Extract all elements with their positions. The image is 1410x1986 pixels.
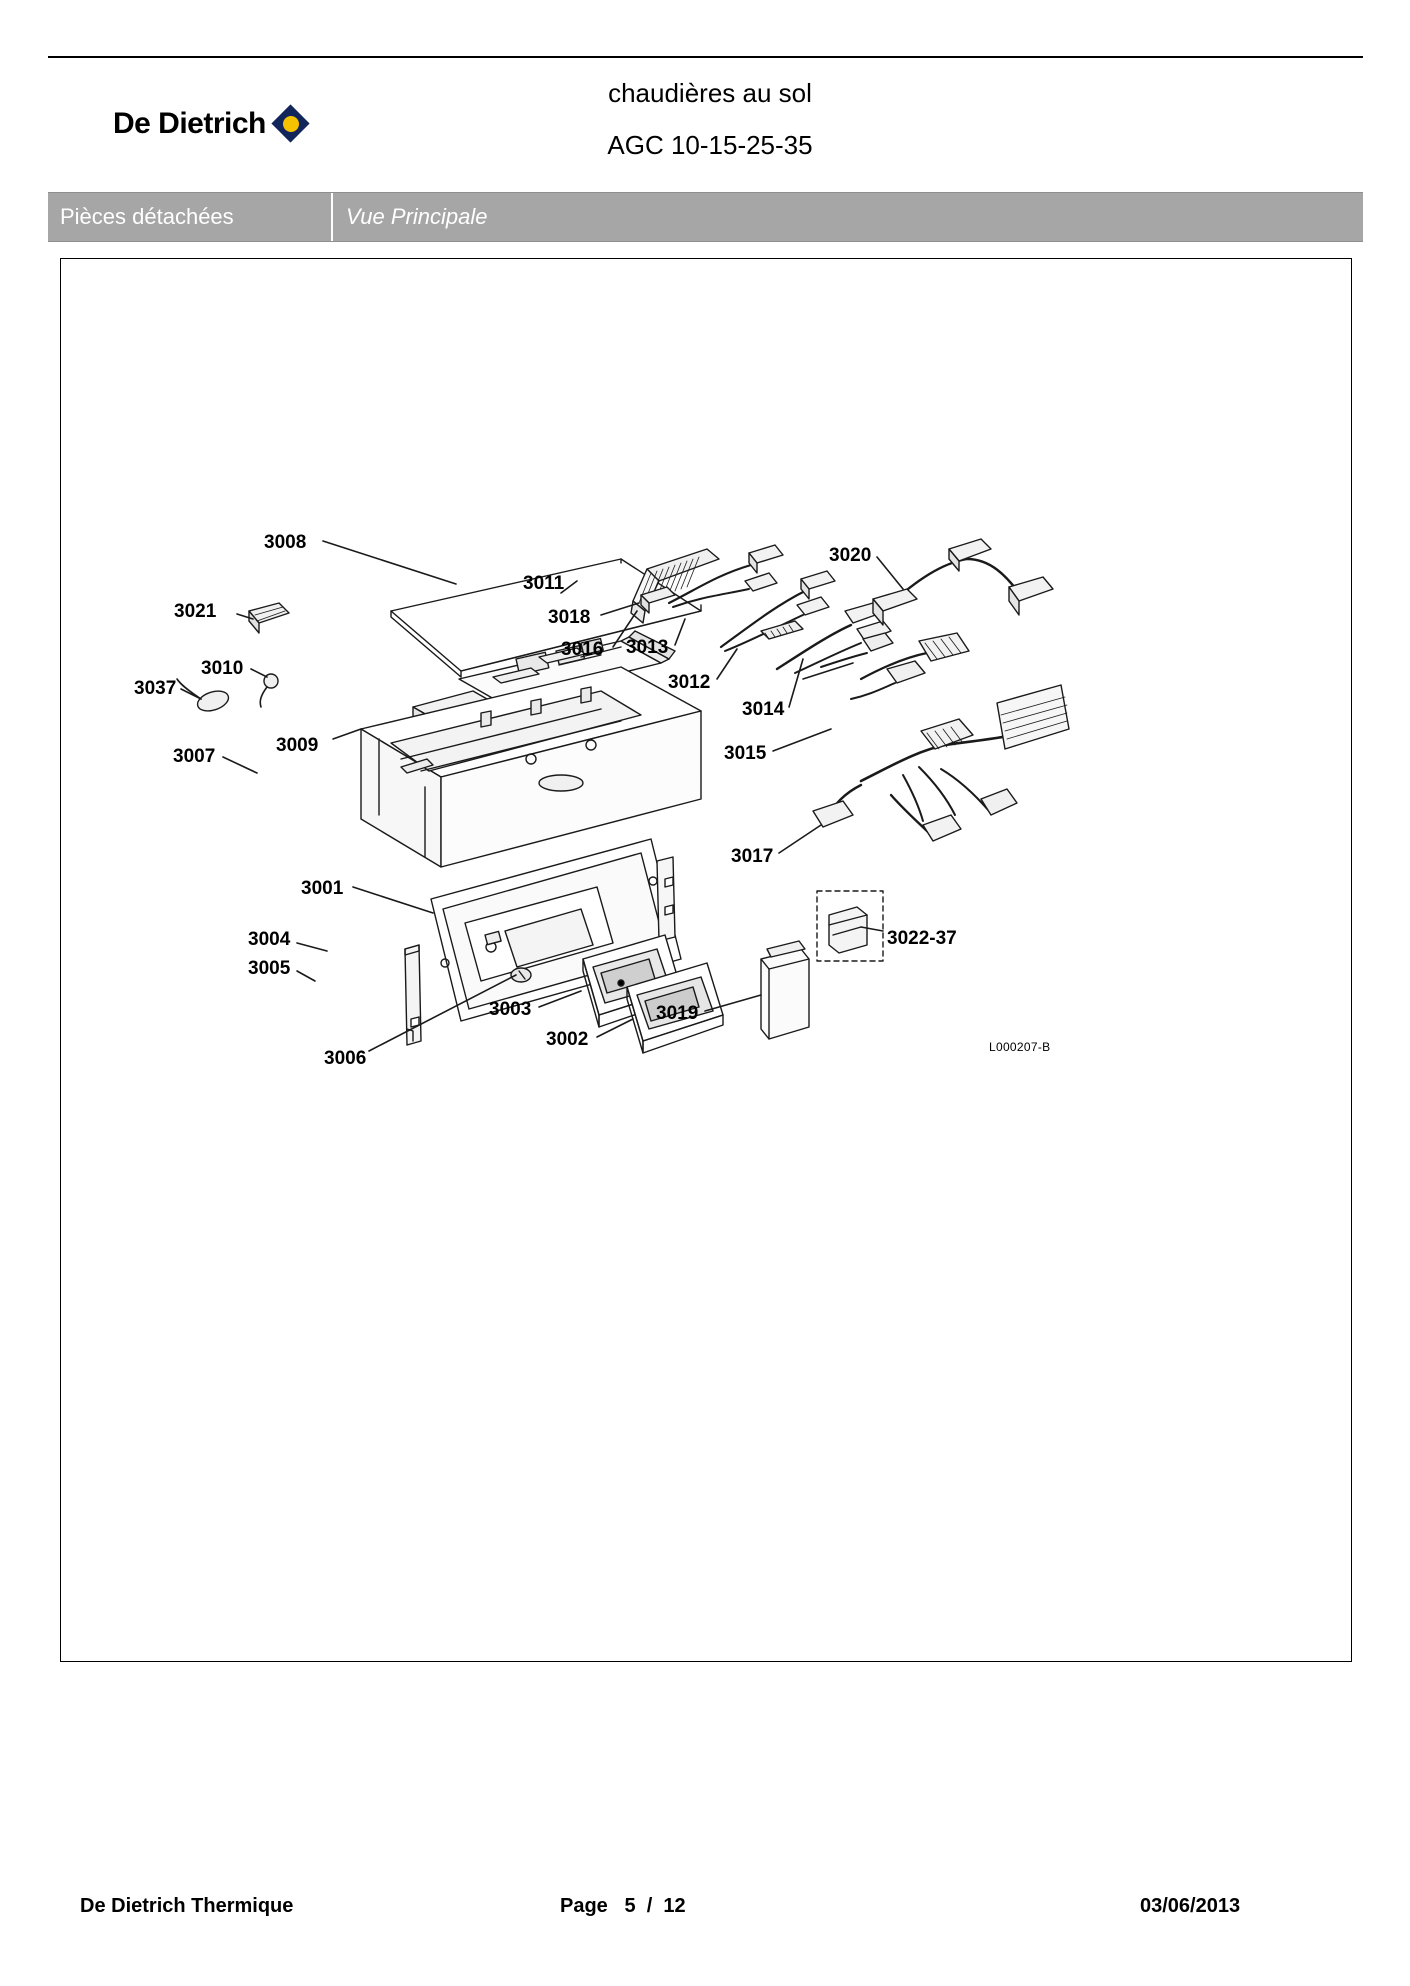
callout-3001: 3001 — [301, 878, 344, 899]
callout-3006: 3006 — [324, 1048, 367, 1069]
brand-name: De Dietrich — [113, 107, 266, 140]
diamond-logo-icon — [272, 105, 310, 143]
band-divider — [331, 193, 333, 241]
callout-3012: 3012 — [668, 672, 711, 693]
footer-company: De Dietrich Thermique — [80, 1895, 294, 1917]
callout-3008: 3008 — [264, 532, 307, 553]
callout-3016: 3016 — [561, 639, 604, 660]
callout-3011: 3011 — [523, 573, 565, 594]
callout-3015: 3015 — [724, 743, 767, 764]
callout-3018: 3018 — [548, 607, 591, 628]
callout-3013: 3013 — [626, 637, 669, 658]
callout-3002: 3002 — [546, 1029, 589, 1050]
section-category-label: Pièces détachées — [60, 204, 234, 229]
callout-3019: 3019 — [656, 1003, 699, 1024]
callout-3003: 3003 — [489, 999, 532, 1020]
document-title-line2: AGC 10-15-25-35 — [607, 130, 813, 160]
section-band — [48, 192, 1363, 242]
footer-date: 03/06/2013 — [1140, 1895, 1241, 1917]
callout-3010: 3010 — [201, 658, 244, 679]
drawing-reference-code: L000207-B — [989, 1040, 1051, 1054]
document-title-line1: chaudières au sol — [608, 78, 812, 108]
exploded-view-frame — [60, 258, 1352, 1662]
section-view-label: Vue Principale — [346, 204, 488, 229]
callout-3020: 3020 — [829, 545, 872, 566]
de-dietrich-logo — [113, 103, 343, 145]
callout-3004: 3004 — [248, 929, 291, 950]
callout-3017: 3017 — [731, 846, 774, 867]
footer-page-number: Page 5 / 12 — [560, 1895, 686, 1917]
callout-3009: 3009 — [276, 735, 319, 756]
callout-3007: 3007 — [173, 746, 216, 767]
callout-3037: 3037 — [134, 678, 177, 699]
callout-3022-37: 3022-37 — [887, 928, 957, 949]
callout-3021: 3021 — [174, 601, 217, 622]
callout-3014: 3014 — [742, 699, 785, 720]
header-rule — [48, 56, 1363, 58]
callout-3005: 3005 — [248, 958, 291, 979]
